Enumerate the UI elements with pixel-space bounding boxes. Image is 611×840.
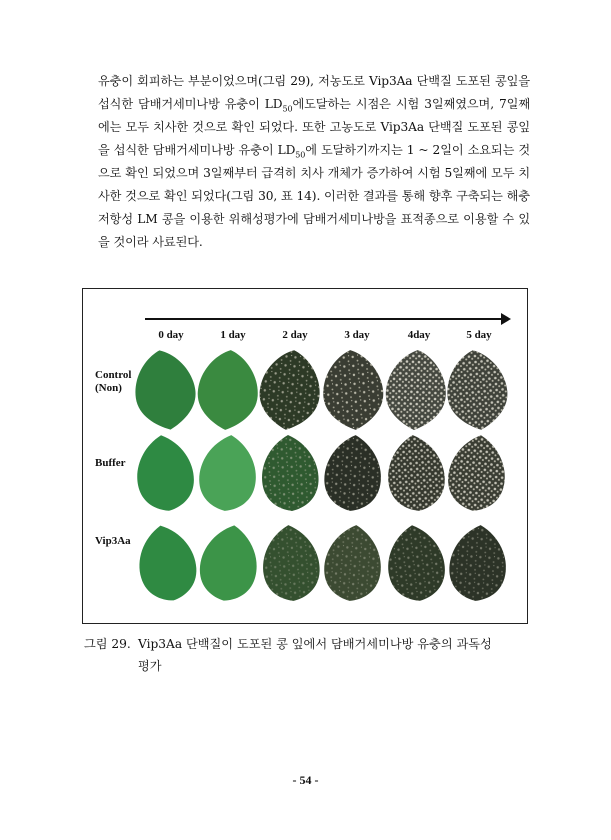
paragraph-text-2: 에도달하는 시점은 시험 3일째였으며, 7일째에는 모두 치사한 것으로 확인 되었다. 또한 고농도로 Vip3Aa 단백질 도포된 콩잎을 섭식한 담배거세미나방 유충이 LD [98, 97, 530, 157]
leaf-grid [83, 289, 527, 623]
caption-label: 그림 29. [84, 637, 131, 651]
leaf-buffer-day3 [322, 433, 384, 513]
row-label-line: Control [95, 369, 132, 381]
leaf-buffer-day4 [385, 433, 448, 514]
leaf-vip3aa-day3 [322, 523, 385, 604]
day-label: 2 day [282, 329, 308, 341]
paragraph-text-1: 유충이 회피하는 부분이었으며(그림 29), 저농도로 Vip3Aa 단백질 도포된 콩잎을 섭식한 담배거세미나방 유충이 LD [98, 74, 530, 111]
leaf-control-day3 [320, 348, 385, 432]
figure-29 [82, 288, 528, 624]
leaf-control-day2 [256, 347, 324, 433]
leaf-vip3aa-day4 [384, 522, 448, 603]
day-label: 1 day [220, 329, 246, 341]
leaf-buffer-day0 [133, 432, 197, 513]
leaf-vip3aa-day1 [196, 521, 263, 604]
leaf-vip3aa-day5 [447, 523, 509, 603]
caption-text-line1: Vip3Aa 단백질이 도포된 콩 잎에서 담배거세미나방 유충의 과독성 [138, 637, 492, 651]
row-label-line: (Non) [95, 382, 122, 394]
ld50-subscript: 50 [282, 104, 293, 114]
ld50-subscript: 50 [295, 150, 306, 160]
leaf-control-day0 [130, 346, 201, 434]
row-label-line: Vip3Aa [95, 535, 131, 547]
leaf-buffer-day5 [445, 432, 509, 513]
leaf-control-day4 [384, 348, 448, 431]
page-number: - 54 - [292, 773, 319, 787]
caption-text-line2: 평가 [138, 659, 162, 673]
leaf-vip3aa-day0 [133, 521, 202, 606]
leaf-buffer-day2 [260, 434, 320, 513]
figure-caption [84, 633, 530, 677]
day-label: 4day [407, 329, 431, 341]
leaf-vip3aa-day2 [260, 523, 322, 603]
leaf-control-day1 [195, 348, 260, 432]
day-label: 3 day [344, 329, 370, 341]
day-label: 0 day [158, 329, 184, 341]
day-label: 5 day [466, 329, 492, 341]
body-paragraph [98, 70, 530, 254]
leaf-buffer-day1 [197, 433, 260, 514]
paragraph-text-3: 에 도달하기까지는 1 ~ 2일이 소요되는 것으로 확인 되었으며 3일째부터 급격히 치사 개체가 증가하여 시험 5일째에 모두 치사한 것으로 확인 되었다(그림 30, 표 14). 이러한 결과를 통해 향후 구축되는 해충저항성 LM 콩을 이용한 위해성평가에 담배거세미나방을 표적종으로 이용할 수 있을 것이라 사료된다. [98, 143, 530, 249]
row-label-line: Buffer [95, 457, 126, 469]
leaf-control-day5 [443, 347, 511, 433]
